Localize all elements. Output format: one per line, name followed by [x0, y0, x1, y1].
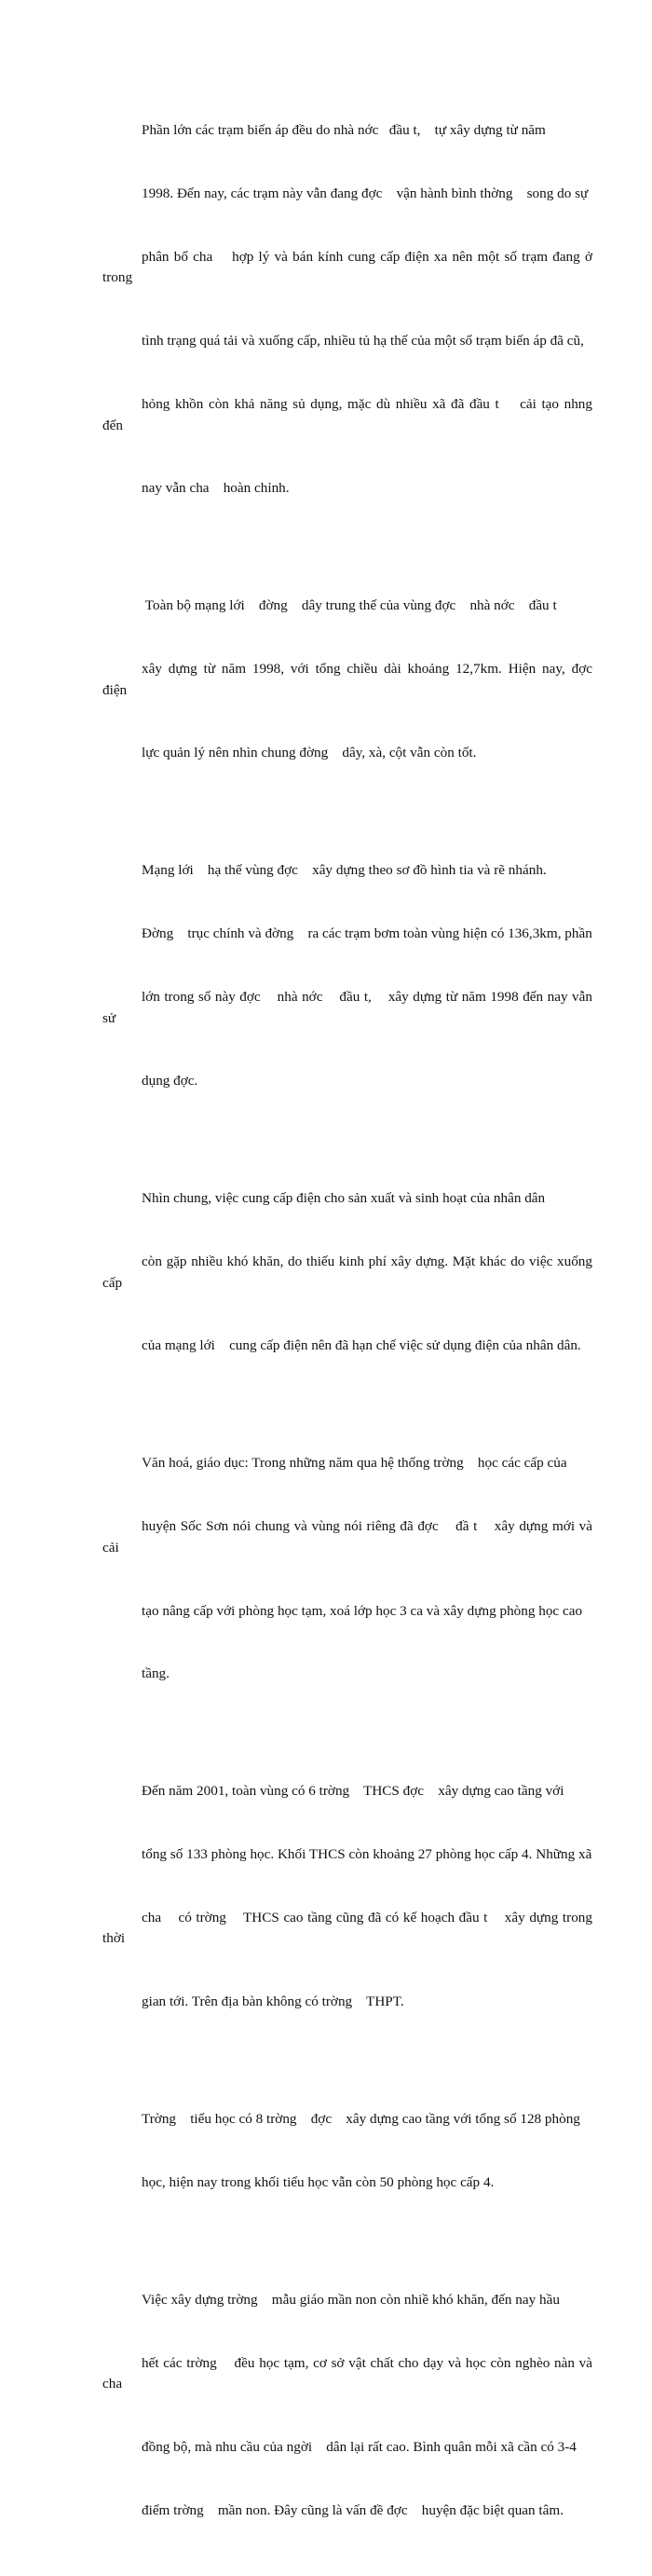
text-line: gian tới. Trên địa bàn không có trờng THPT. — [142, 1994, 404, 2010]
text-line: Trờng tiểu học có 8 trờng đợc xây dựng cao tầng với tổng số 128 phòng — [142, 2111, 580, 2128]
text-line: Nhìn chung, việc cung cấp điện cho sản xuất và sinh hoạt của nhân dân — [142, 1190, 546, 1207]
paragraph-medium-voltage-lines — [102, 554, 607, 806]
text-line: cha có trờng THCS cao tầng cũng đã có kế hoạch đầu t xây dựng trong thời — [102, 1909, 596, 1947]
paragraph-primary-schools — [102, 2067, 592, 2236]
text-line: tầng. — [142, 1665, 170, 1682]
text-line: hết các trờng đều học tạm, cơ sở vật chất cho dạy và học còn nghèo nàn và cha — [102, 2354, 596, 2392]
text-line: của mạng lới cung cấp điện nên đã hạn chế việc sử dụng điện của nhân dân. — [142, 1337, 581, 1354]
paragraph-secondary-schools — [102, 1739, 596, 2055]
text-line: điểm trờng mần non. Đây cũng là vấn đề đợc huyện đặc biệt quan tâm. — [142, 2501, 564, 2518]
text-line: Đến năm 2001, toàn vùng có 6 trờng THCS đợc xây dựng cao tầng với — [142, 1783, 564, 1800]
text-line: Mạng lới hạ thế vùng đợc xây dựng theo sơ đồ hình tia và rẽ nhánh. — [142, 862, 547, 879]
text-line: lực quản lý nên nhìn chung đờng dây, xà, cột vẫn còn tốt. — [142, 745, 477, 761]
paragraph-substations — [102, 78, 607, 541]
text-line: xây dựng từ năm 1998, với tổng chiều dài khoảng 12,7km. Hiện nay, đợc điện — [102, 661, 607, 698]
paragraph-low-voltage-network — [102, 818, 596, 1134]
text-line: Việc xây dựng trờng mẫu giáo mần non còn nhiề khó khăn, đến nay hầu — [142, 2291, 560, 2308]
text-line: 1998. Đến nay, các trạm này vẫn đang đợc vận hành bình thờng song do sự — [142, 185, 589, 201]
document-page — [102, 78, 607, 2576]
text-line: Toàn bộ mạng lới đờng dây trung thế của vùng đợc nhà nớc đầu t — [142, 597, 557, 614]
paragraph-kindergartens — [102, 2248, 596, 2564]
text-line: tình trạng quá tải và xuống cấp, nhiều tủ hạ thế của một số trạm biến áp đã cũ, — [142, 333, 584, 349]
text-line: còn gặp nhiều khó khăn, do thiếu kinh phí xây dựng. Mặt khác do việc xuống cấp — [102, 1254, 596, 1291]
text-line: Văn hoá, giáo dục: Trong những năm qua hệ thống trờng học các cấp của — [142, 1455, 567, 1472]
paragraph-power-supply-summary — [102, 1146, 596, 1399]
text-line: huyện Sốc Sơn nói chung và vùng nói riêng đã đợc đầ t xây dựng mới và cải — [102, 1518, 596, 1555]
text-line: tổng số 133 phòng học. Khối THCS còn khoảng 27 phòng học cấp 4. Những xã — [142, 1846, 592, 1863]
text-line: Đờng trục chính và đờng ra các trạm bơm toàn vùng hiện có 136,3km, phần — [142, 925, 592, 942]
paragraph-culture-education — [102, 1411, 596, 1727]
text-line: Phần lớn các trạm biến áp đều do nhà nớc đầu t, tự xây dựng từ năm — [142, 122, 546, 139]
text-line: đồng bộ, mà nhu cầu của ngời dân lại rất cao. Bình quân mỗi xã cần có 3-4 — [142, 2439, 577, 2456]
text-line: lớn trong số này đợc nhà nớc đầu t, xây dựng từ năm 1998 đến nay vẫn sử — [102, 988, 596, 1026]
text-line: nay vẫn cha hoàn chỉnh. — [142, 480, 290, 497]
text-line: dụng đợc. — [142, 1073, 198, 1089]
text-line: học, hiện nay trong khối tiểu học vẫn còn 50 phòng học cấp 4. — [142, 2174, 495, 2190]
text-line: phân bố cha hợp lý và bán kính cung cấp điện xa nên một số trạm đang ở trong — [102, 248, 596, 286]
text-line: tạo nâng cấp với phòng học tạm, xoá lớp học 3 ca và xây dựng phòng học cao — [142, 1602, 583, 1619]
text-line: hỏng khồn còn khả năng sủ dụng, mặc dù nhiều xã đã đầu t cải tạo nhng đến — [102, 395, 607, 433]
